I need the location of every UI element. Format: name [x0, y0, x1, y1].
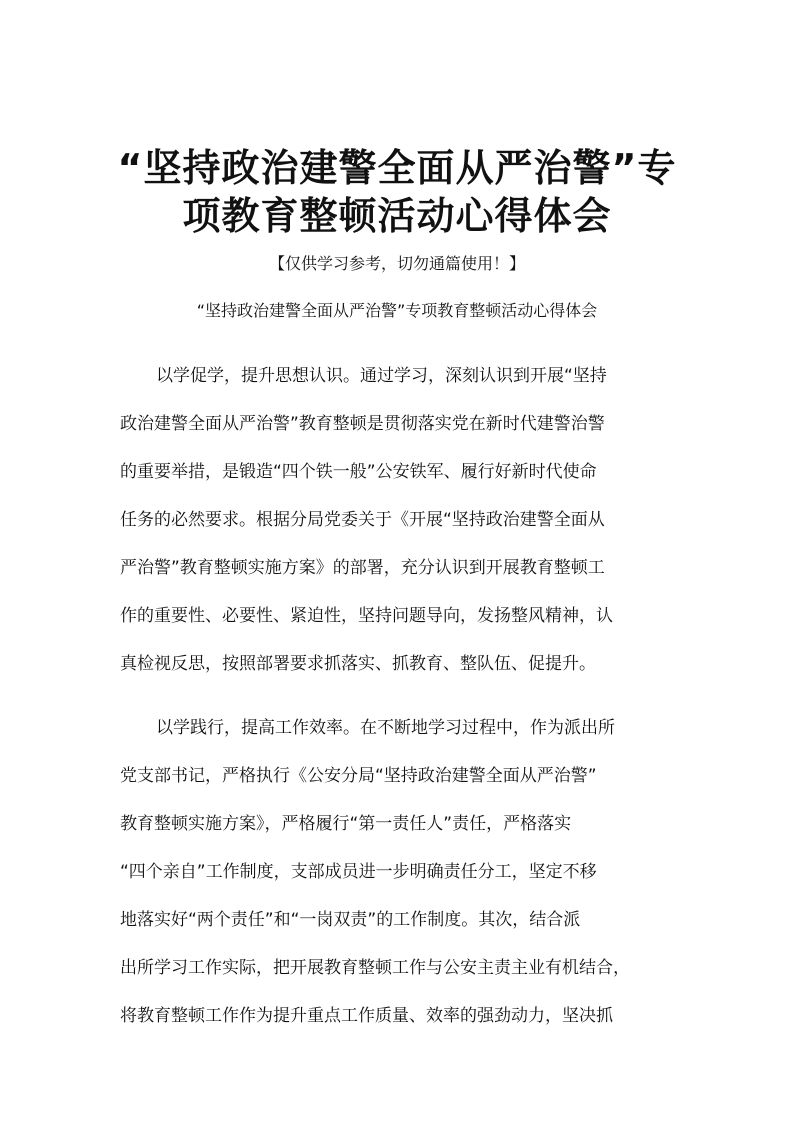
paragraph-1-line-3: 的重要举措，是锻造“四个铁一般”公安铁军、履行好新时代使命	[120, 462, 597, 482]
paragraph-1-line-1: 以学促学，提升思想认识。通过学习，深刻认识到开展“坚持	[156, 366, 607, 386]
document-subtitle: “坚持政治建警全面从严治警”专项教育整顿活动心得体会	[196, 301, 598, 320]
paragraph-2-line-2: 党支部书记，严格执行《公安分局“坚持政治建警全面从严治警”	[120, 766, 597, 786]
document-title-line-1: “坚持政治建警全面从严治警”专	[117, 146, 677, 190]
paragraph-2-line-6: 出所学习工作实际，把开展教育整顿工作与公安主责主业有机结合，	[120, 958, 630, 978]
paragraph-2-line-5: 地落实好“两个责任”和“一岗双责”的工作制度。其次，结合派	[120, 910, 581, 930]
paragraph-1-line-2: 政治建警全面从严治警”教育整顿是贯彻落实党在新时代建警治警	[120, 414, 605, 434]
paragraph-1-line-7: 真检视反思，按照部署要求抓落实、抓教育、整队伍、促提升。	[120, 654, 596, 674]
paragraph-2-line-7: 将教育整顿工作作为提升重点工作质量、效率的强劲动力，坚决抓	[120, 1006, 613, 1026]
paragraph-2-line-3: 教育整顿实施方案》，严格履行“第一责任人”责任，严格落实	[120, 814, 572, 834]
paragraph-1-line-4: 任务的必然要求。根据分局党委关于《开展“坚持政治建警全面从	[120, 510, 605, 530]
paragraph-2-line-1: 以学践行，提高工作效率。在不断地学习过程中，作为派出所	[156, 718, 615, 738]
document-title-line-2: 项教育整顿活动心得体会	[182, 194, 612, 238]
paragraph-2-line-4: “四个亲自”工作制度，支部成员进一步明确责任分工，坚定不移	[120, 862, 597, 882]
usage-notice: 【仅供学习参考，切勿通篇使用！】	[268, 254, 525, 273]
paragraph-1-line-6: 作的重要性、必要性、紧迫性，坚持问题导向，发扬整风精神，认	[120, 606, 613, 626]
paragraph-1-line-5: 严治警”教育整顿实施方案》的部署，充分认识到开展教育整顿工	[120, 558, 605, 578]
